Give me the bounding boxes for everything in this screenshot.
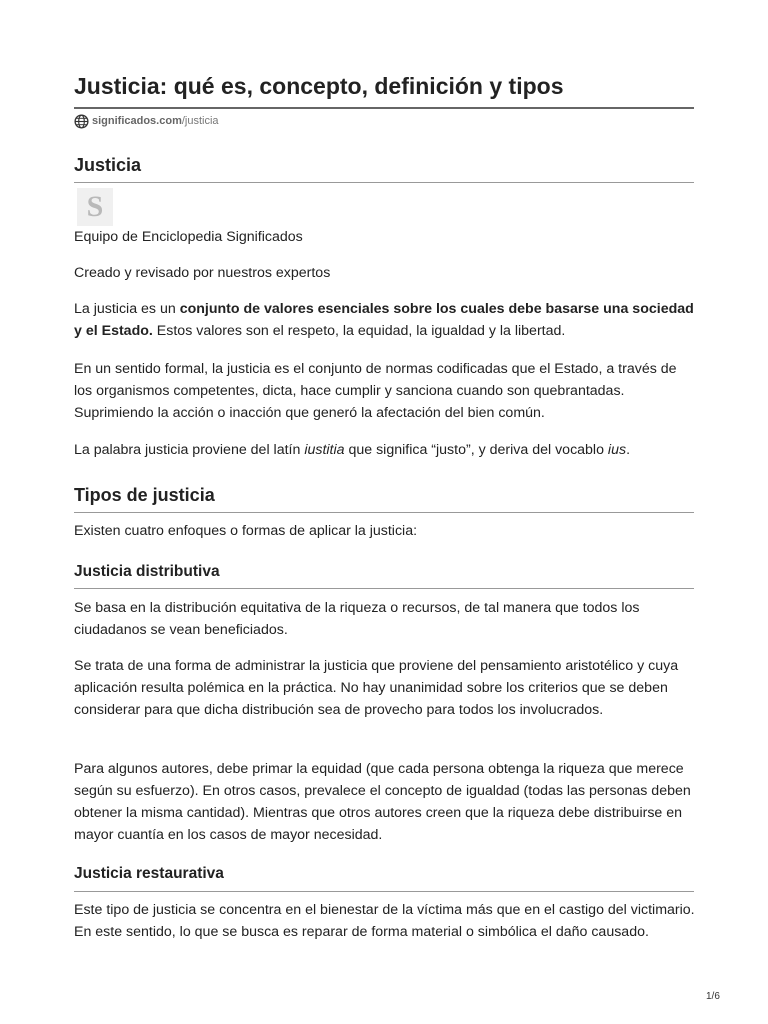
text-run: . [626,442,631,458]
section-heading-justicia: Justicia [74,155,142,175]
subheading-distributiva: Justicia distributiva [74,563,220,580]
reviewed-line: Creado y revisado por nuestros expertos [74,265,331,281]
text-run: Estos valores son el respeto, la equidad, la igualdad y la libertad. [152,323,566,339]
section-divider [74,512,694,513]
bold-text: conjunto de valores esenciales sobre los cuales debe basarse una sociedad y el Estado. [74,301,694,339]
source-path: /justicia [181,115,219,127]
page-indicator: 1/6 [706,991,720,1002]
italic-text: iustitia [304,442,345,458]
paragraph-formal-sense: En un sentido formal, la justicia es el conjunto de normas codificadas que el Estado, a través de los organismos competentes, dicta, hace cumplir y sanciona cuando son quebrantadas. Suprimiendo la acción o inacción que generó la afectación del bien común. [74,361,677,421]
source-link[interactable] [74,113,219,129]
subsection-divider [74,588,694,589]
paragraph-distributiva-3: Para algunos autores, debe primar la equidad (que cada persona obtenga la riqueza que merece según su esfuerzo). En otros casos, prevalece el concepto de igualdad (todas las personas deben obtener la misma cantidad). Mientras que otros autores creen que la riqueza debe distribuirse en mayor cuantía en los casos de mayor necesidad. [74,761,691,843]
paragraph-distributiva-2: Se trata de una forma de administrar la justicia que proviene del pensamiento aristotélico y cuya aplicación resulta polémica en la práctica. No hay unanimidad sobre los criterios que se deben considerar para que dicha distribución sea de provecho para todos los involucrados. [74,658,679,718]
section-divider [74,182,694,183]
author-line: Equipo de Enciclopedia Significados [74,229,303,245]
paragraph-etymology [74,439,696,461]
paragraph-restaurativa-1: Este tipo de justicia se concentra en el bienestar de la víctima más que en el castigo del victimario. En este sentido, lo que se busca es reparar de forma material o simbólica el daño causado. [74,902,695,940]
page-title: Justicia: qué es, concepto, definición y tipos [74,73,564,99]
paragraph-definition [74,298,696,342]
paragraph-intro: Existen cuatro enfoques o formas de aplicar la justicia: [74,523,418,539]
significados-logo: S [77,188,113,226]
italic-text: ius [607,442,627,458]
text-run: La justicia es un [74,301,180,317]
section-heading-tipos: Tipos de justicia [74,485,215,505]
globe-icon [74,114,89,129]
source-domain: significados.com [92,115,182,127]
text-run: que significa “justo”, y deriva del vocablo [344,442,608,458]
subheading-restaurativa: Justicia restaurativa [74,865,224,882]
subsection-divider [74,891,694,892]
title-divider [74,107,694,109]
text-run: La palabra justicia proviene del latín [74,442,305,458]
paragraph-distributiva-1: Se basa en la distribución equitativa de la riqueza o recursos, de tal manera que todos los ciudadanos se vean beneficiados. [74,600,640,638]
